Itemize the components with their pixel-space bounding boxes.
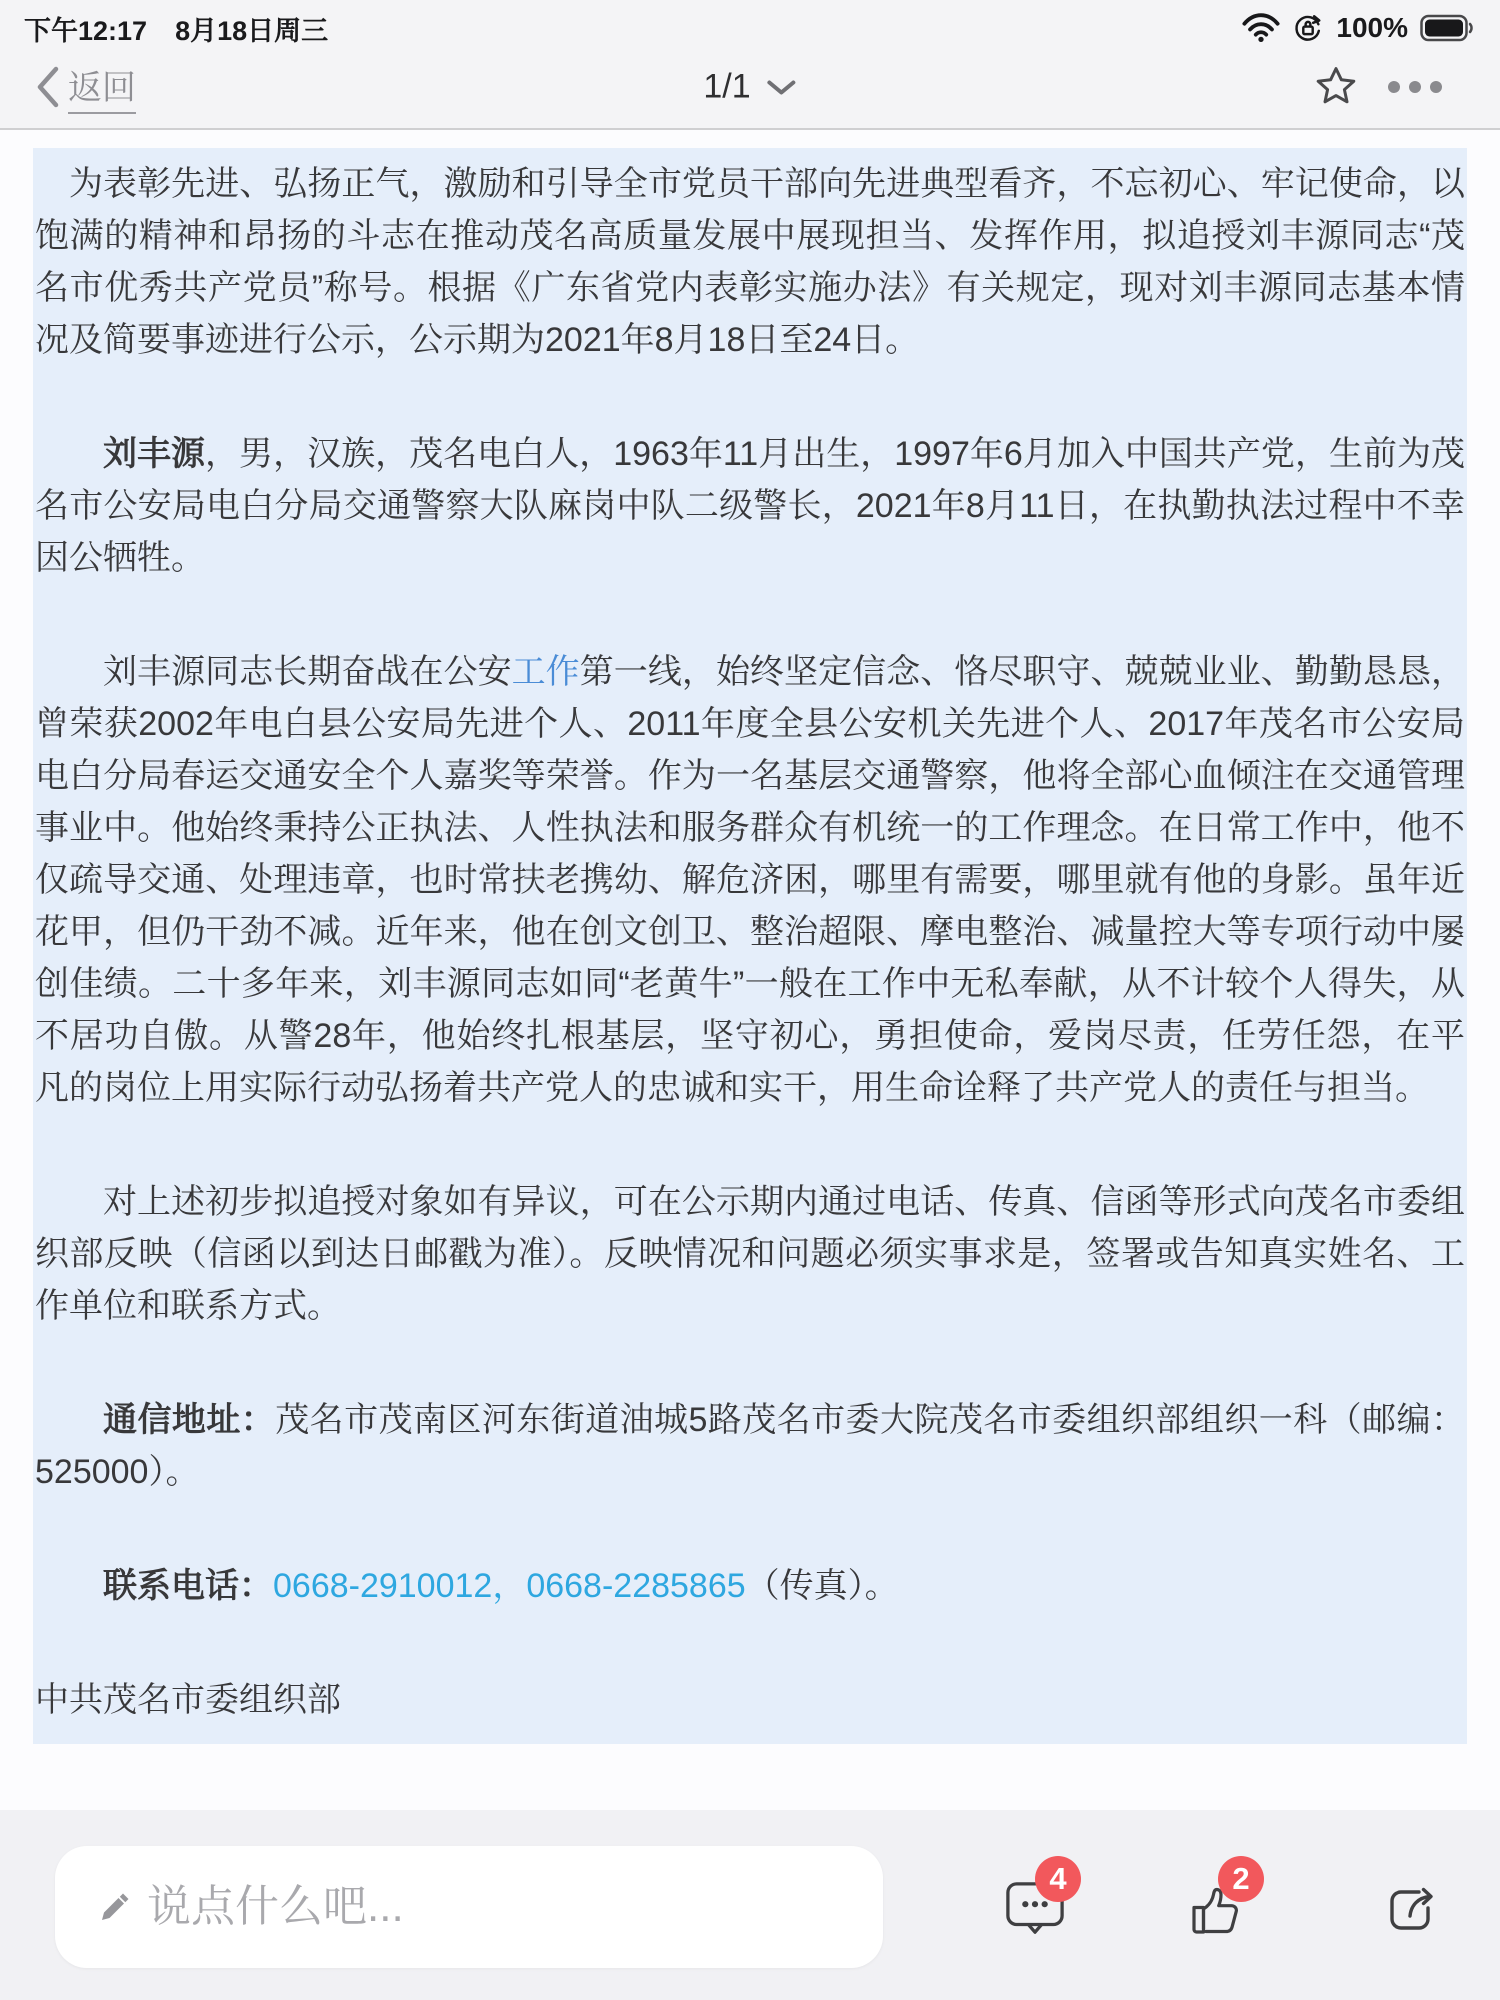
favorite-button[interactable] [1312,63,1360,111]
paragraph-text: ，男，汉族，茂名电白人，1963年11月出生，1997年6月加入中国共产党，生前为茂名市公安局电白分局交通警察大队麻岗中队二级警长，2021年8月11日，在执勤执法过程中不幸因公牺牲。 [35,435,1465,577]
top-chrome [0,0,1500,130]
comment-input-wrap[interactable] [55,1846,883,1968]
paragraph-text: 为表彰先进、弘扬正气，激励和引导全市党员干部向先进典型看齐，不忘初心、牢记使命，以饱满的精神和昂扬的斗志在推动茂名高质量发展中展现担当、发挥作用，拟追授刘丰源同志“茂名市优秀共产党员”称号。根据《广东省党内表彰实施办法》有关规定，现对刘丰源同志基本情况及简要事迹进行公示，公示期为2021年8月18日至24日。 [35,165,1465,359]
announcement-paragraph-1 [35,158,1465,366]
status-bar [0,0,1500,46]
back-label: 返回 [68,60,136,114]
rotation-lock-icon [1292,12,1324,44]
like-count-badge: 2 [1218,1856,1264,1902]
back-button[interactable] [30,59,142,115]
comment-bar [0,1810,1500,2000]
pencil-icon [97,1889,133,1925]
status-left [24,9,328,48]
address-text: 茂名市茂南区河东街道油城5路茂名市委大院茂名市委组织部组织一科（邮编：525000）。 [35,1401,1465,1491]
ellipsis-icon [1388,81,1400,93]
document-page[interactable] [0,132,1500,1810]
ellipsis-icon [1409,81,1421,93]
like-button[interactable] [1188,1861,1250,1938]
comments-button[interactable] [1005,1861,1067,1938]
fax-note: （传真）。 [745,1567,899,1605]
share-icon [1385,1880,1441,1936]
paragraph-text: 刘丰源同志长期奋战在公安 [103,653,512,691]
announcement-paragraph-4: 对上述初步拟追授对象如有异议，可在公示期内通过电话、传真、信函等形式向茂名市委组织部反映（信函以到达日邮戳为准）。反映情况和问题必须实事求是，签署或告知真实姓名、工作单位和联系方式。 [35,1183,1465,1325]
mailing-address-paragraph [35,1394,1465,1498]
wifi-icon [1242,13,1280,43]
battery-percent: 100% [1336,12,1408,43]
more-button[interactable] [1388,81,1442,93]
page-indicator-label: 1/1 [703,67,751,106]
phone-link-1[interactable]: 0668-2910012 [273,1567,493,1605]
paragraph-text: 第一线，始终坚定信念、恪尽职守、兢兢业业、勤勤恳恳，曾荣获2002年电白县公安局先进个人、2011年度全县公安机关先进个人、2017年茂名市公安局电白分局春运交通安全个人嘉奖等荣誉。作为一名基层交通警察，他将全部心血倾注在交通管理事业中。他始终秉持公正执法、人性执法和服务群众有机统一的工作理念。在日常工作中，他不仅疏导交通、处理违章，也时常扶老携幼、解危济困，哪里有需要，哪里就有他的身影。虽年近花甲，但仍干劲不减。近年来，他在创文创卫、整治超限、摩电整治、减量控大等专项行动中屡创佳绩。二十多年来，刘丰源同志如同“老黄牛”一般在工作中无私奉献，从不计较个人得失，从不居功自傲。从警28年，他始终扎根基层，坚守初心，勇担使命，爱岗尽责，任劳任怨，在平凡的岗位上用实际行动弘扬着共产党人的忠诚和实干，用生命诠释了共产党人的责任与担当。 [35,653,1466,1107]
page-indicator-dropdown[interactable] [697,67,802,108]
inline-keyword-link[interactable]: 工作 [511,653,580,691]
phone-separator: ， [492,1567,527,1605]
share-button[interactable] [1385,1880,1441,1936]
selected-text-block [33,148,1467,1744]
phone-link-2[interactable]: 0668-2285865 [526,1567,746,1605]
address-label: 通信地址： [103,1401,276,1439]
comment-input[interactable] [145,1881,853,1933]
contact-phone-paragraph [35,1560,1465,1612]
ellipsis-icon [1430,81,1442,93]
chevron-down-icon [767,78,797,96]
battery-icon [1420,14,1476,42]
person-name: 刘丰源 [103,435,206,473]
date: 8月18日周三 [175,15,329,46]
announcement-paragraph-3 [35,646,1465,1114]
star-icon [1312,63,1360,111]
chevron-left-icon [36,65,60,109]
announcement-paragraph-2 [35,428,1465,584]
comment-count-badge: 4 [1035,1856,1081,1902]
nav-bar [0,46,1500,128]
signature-line: 中共茂名市委组织部 [35,1681,341,1719]
clock: 下午12:17 [24,15,148,46]
status-right [1242,12,1476,44]
phone-label: 联系电话： [103,1567,273,1605]
